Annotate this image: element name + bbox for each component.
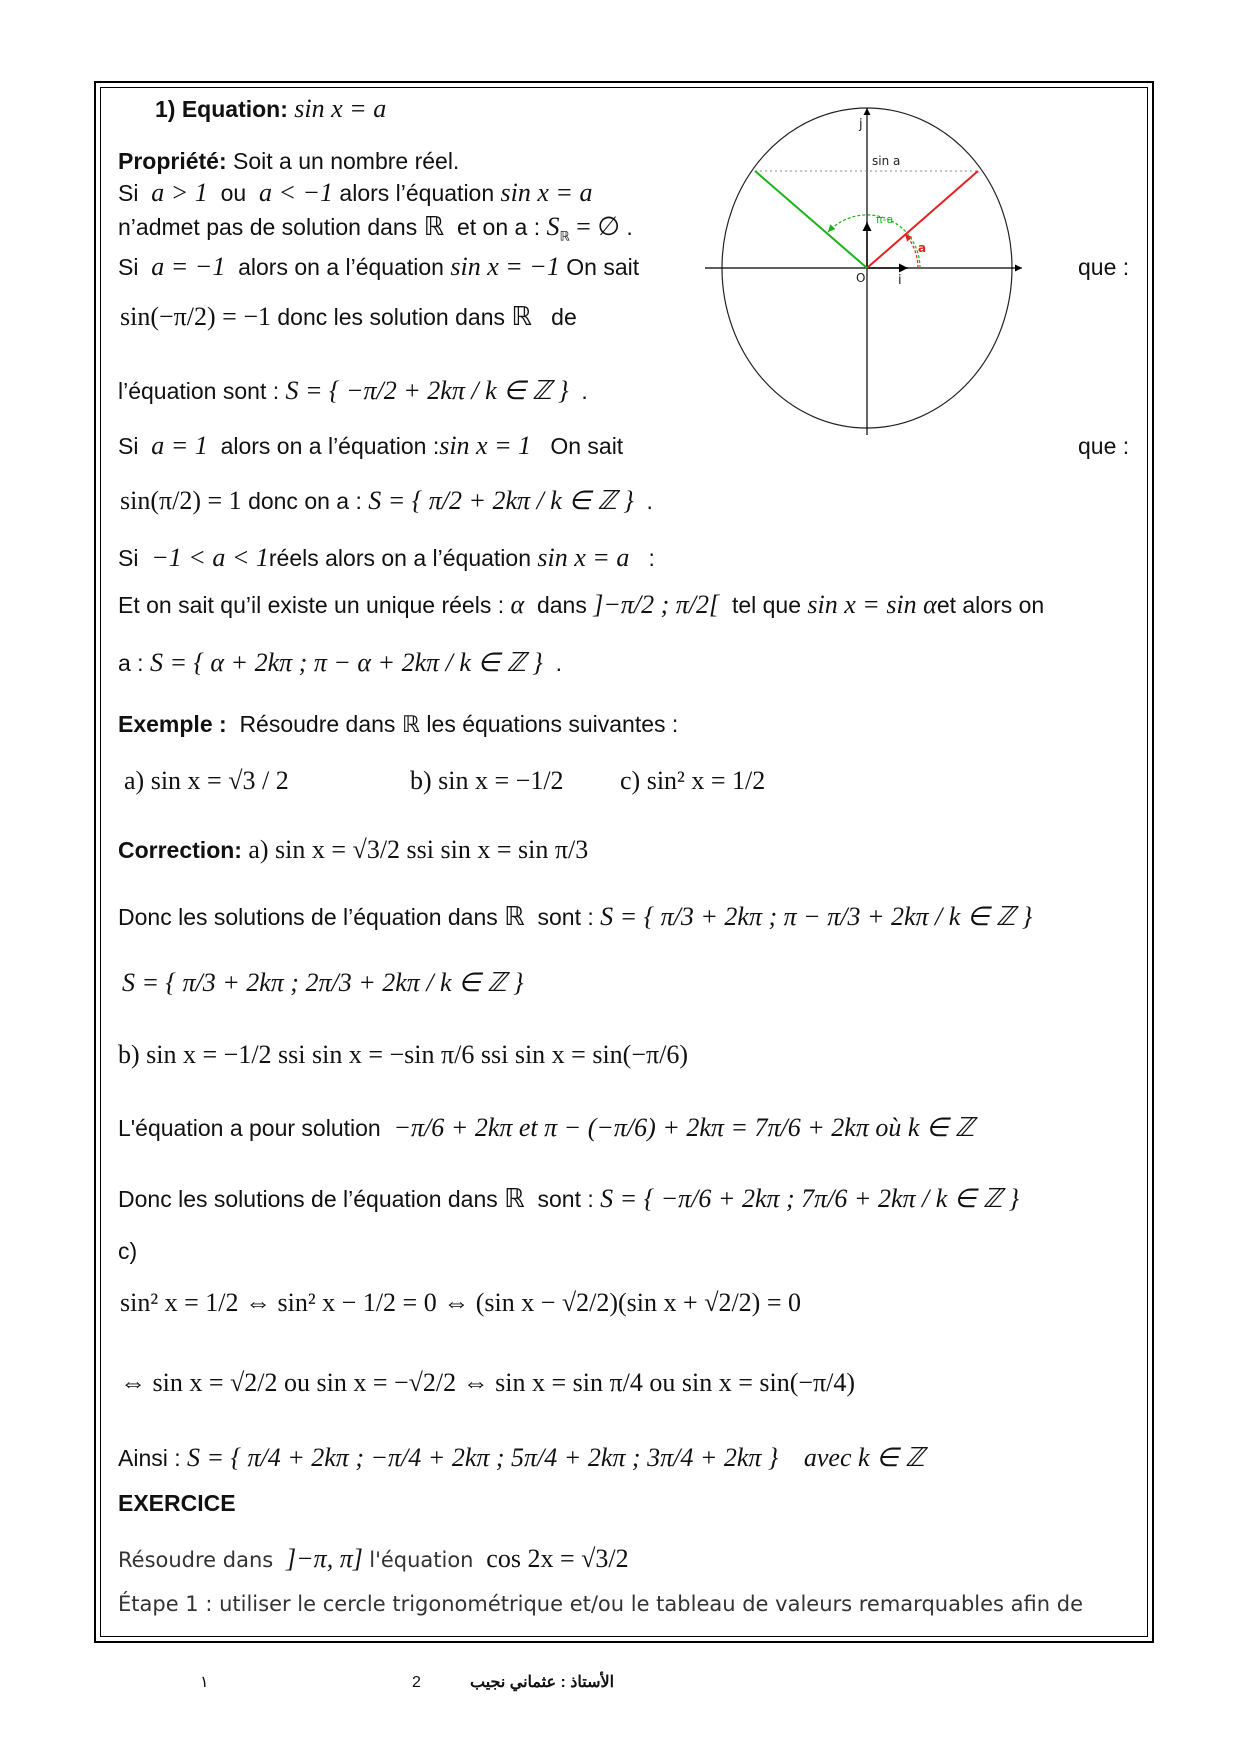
example-c: c) sin² x = 1/2: [620, 766, 766, 795]
sin-a-label: sin a: [872, 154, 901, 168]
exercise-title: EXERCICE: [118, 1490, 236, 1516]
property-case2b: sin(−π/2) = −1 donc les solution dans ℝ de: [120, 302, 577, 331]
correction-a2: Donc les solutions de l’équation dans ℝ sont : S = { π/3 + 2kπ ; π − π/3 + 2kπ / k ∈ ℤ }: [118, 902, 1033, 931]
example-a: a) sin x = √3 / 2: [124, 766, 289, 795]
origin-label: O: [856, 271, 866, 285]
correction-a3: S = { π/3 + 2kπ ; 2π/3 + 2kπ / k ∈ ℤ }: [122, 968, 524, 997]
correction-b2: L'équation a pour solution −π/6 + 2kπ et π − (−π/6) + 2kπ = 7π/6 + 2kπ où k ∈ ℤ: [118, 1113, 975, 1142]
example-intro: Exemple : Résoudre dans ℝ les équations suivantes :: [118, 711, 679, 737]
property-case2c: l’équation sont : S = { −π/2 + 2kπ / k ∈ ℤ } .: [118, 376, 588, 405]
green-radius: [755, 171, 867, 268]
j-label: j: [859, 117, 863, 132]
property-case1b: n’admet pas de solution dans ℝ et on a : $S_ℝ$ = ∅ .: [118, 212, 633, 244]
property-case4b: Et on sait qu’il existe un unique réels : α dans ]−π/2 ; π/2[ tel que sin x = sin αet alors on: [118, 590, 1045, 619]
author-credit: الأستاذ : عثماني نجيب: [470, 1674, 615, 1691]
example-b: b) sin x = −1/2: [410, 766, 564, 795]
trig-circle-figure: [700, 100, 1040, 440]
correction-b1: b) sin x = −1/2 ssi sin x = −sin π/6 ssi sin x = sin(−π/6): [118, 1040, 689, 1069]
property-case4c: a : S = { α + 2kπ ; π − α + 2kπ / k ∈ ℤ } .: [118, 648, 562, 677]
correction-c3: Ainsi : S = { π/4 + 2kπ ; −π/4 + 2kπ ; 5π/4 + 2kπ ; 3π/4 + 2kπ } avec k ∈ ℤ: [118, 1443, 925, 1472]
property-case1: Si a > 1 ou a < −1 alors l’équation sin x = a: [118, 178, 593, 207]
exercise-statement: Résoudre dans ]−π, π] l'équation cos 2x = √3/2: [118, 1544, 629, 1573]
correction-c0: c): [118, 1238, 138, 1264]
exercise-step1: Étape 1 : utiliser le cercle trigonométrique et/ou le tableau de valeurs remarquables afin de: [118, 1592, 1083, 1616]
page-number: 2: [412, 1674, 421, 1691]
property-case2: Si a = −1 alors on a l’équation sin x = −1 On sait: [118, 252, 640, 281]
correction-b3: Donc les solutions de l’équation dans ℝ sont : S = { −π/6 + 2kπ ; 7π/6 + 2kπ / k ∈ ℤ }: [118, 1184, 1020, 1213]
angle-pi-minus-a-arc: [828, 215, 920, 268]
correction-c1: sin² x = 1/2 ⇔ sin² x − 1/2 = 0 ⇔ (sin x − √2/2)(sin x + √2/2) = 0: [120, 1288, 802, 1317]
property-case4: Si −1 < a < 1réels alors on a l’équation sin x = a :: [118, 543, 655, 572]
property-case2-que: que :: [1078, 254, 1130, 280]
property-case3b: sin(π/2) = 1 donc on a : S = { π/2 + 2kπ / k ∈ ℤ } .: [120, 486, 653, 515]
property-case3-que: que :: [1078, 433, 1130, 459]
section-heading: 1) Equation: sin x = a: [155, 94, 387, 123]
correction-a1: Correction: a) sin x = √3/2 ssi sin x = sin π/3: [118, 835, 589, 864]
a-label: a: [918, 241, 927, 255]
property-case3: Si a = 1 alors on a l’équation :sin x = 1 On sait: [118, 431, 624, 460]
footer-left-mark: ١: [200, 1674, 209, 1691]
pi-minus-a-label: π-a: [876, 213, 894, 226]
correction-c2: ⇔ sin x = √2/2 ou sin x = −√2/2 ⇔ sin x = sin π/4 ou sin x = sin(−π/4): [120, 1368, 856, 1397]
property-intro: Propriété: Soit a un nombre réel.: [118, 148, 460, 174]
i-label: i: [898, 273, 902, 288]
